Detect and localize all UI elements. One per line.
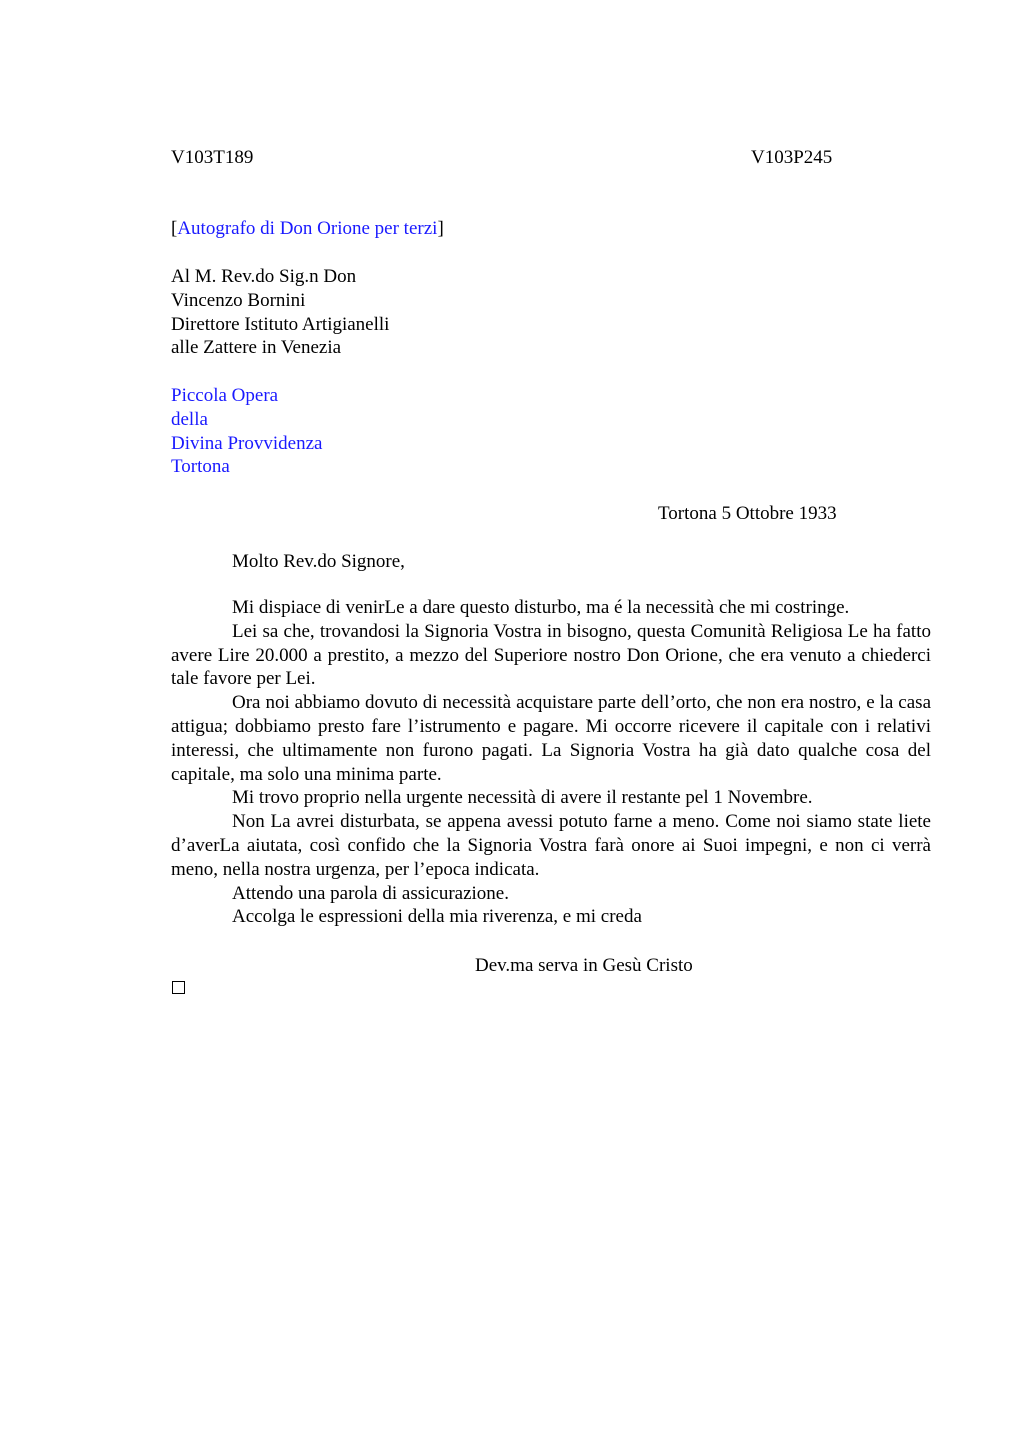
body-paragraph: Lei sa che, trovandosi la Signoria Vostra in bisogno, questa Comunità Religiosa Le ha fatto avere Lire 20.000 a prestito, a mezzo del Superiore nostro Don Orione, che era venuto a chiederci tale favore per Lei. — [171, 620, 931, 690]
square-marker-icon — [172, 981, 185, 994]
letterhead — [171, 384, 322, 479]
recipient-line: Al M. Rev.do Sig.n Don — [171, 266, 357, 287]
body-paragraph: Attendo una parola di assicurazione. — [232, 882, 509, 904]
letterhead-line: della — [171, 408, 208, 430]
letter-body — [171, 596, 931, 929]
salutation: Molto Rev.do Signore, — [232, 551, 405, 572]
body-paragraph: Ora noi abbiamo dovuto di necessità acquistare parte dell’orto, che non era nostro, e la casa attigua; dobbiamo presto fare l’istrumento e pagare. Mi occorre ricevere il capitale con i relativi interessi, che ultimamente non furono pagati. La Signoria Vostra ha già dato qualche cosa del capitale, ma solo una minima parte. — [171, 692, 931, 785]
body-paragraph: Accolga le espressioni della mia riverenza, e mi creda — [232, 906, 642, 928]
closing-signature: Dev.ma serva in Gesù Cristo — [475, 955, 693, 976]
recipient-line: Direttore Istituto Artigianelli — [171, 313, 390, 335]
document-code-left: V103T189 — [171, 147, 254, 168]
note-open-bracket: [ — [171, 218, 178, 239]
note-text: Autografo di Don Orione per terzi — [177, 218, 438, 239]
document-code-right: V103P245 — [751, 147, 833, 168]
recipient-line: Vincenzo Bornini — [171, 289, 306, 311]
body-paragraph: Non La avrei disturbata, se appena avessi potuto farne a meno. Come noi siamo state liete d’averLa aiutata, così confido che la Signoria Vostra farà onore ai Suoi impegni, e non ci verrà meno, nella nostra urgenza, per l’epoca indicata. — [171, 811, 931, 880]
editorial-note — [171, 217, 444, 241]
recipient-address — [171, 265, 389, 360]
body-paragraph: Mi dispiace di venirLe a dare questo disturbo, ma é la necessità che mi costringe. — [232, 597, 850, 618]
letterhead-line: Piccola Opera — [171, 385, 279, 406]
letter-date: Tortona 5 Ottobre 1933 — [658, 503, 837, 524]
letterhead-line: Tortona — [171, 456, 230, 478]
letterhead-line: Divina Provvidenza — [171, 432, 323, 454]
body-paragraph: Mi trovo proprio nella urgente necessità di avere il restante pel 1 Novembre. — [232, 787, 813, 809]
note-close-bracket: ] — [437, 218, 444, 239]
recipient-line: alle Zattere in Venezia — [171, 337, 342, 359]
